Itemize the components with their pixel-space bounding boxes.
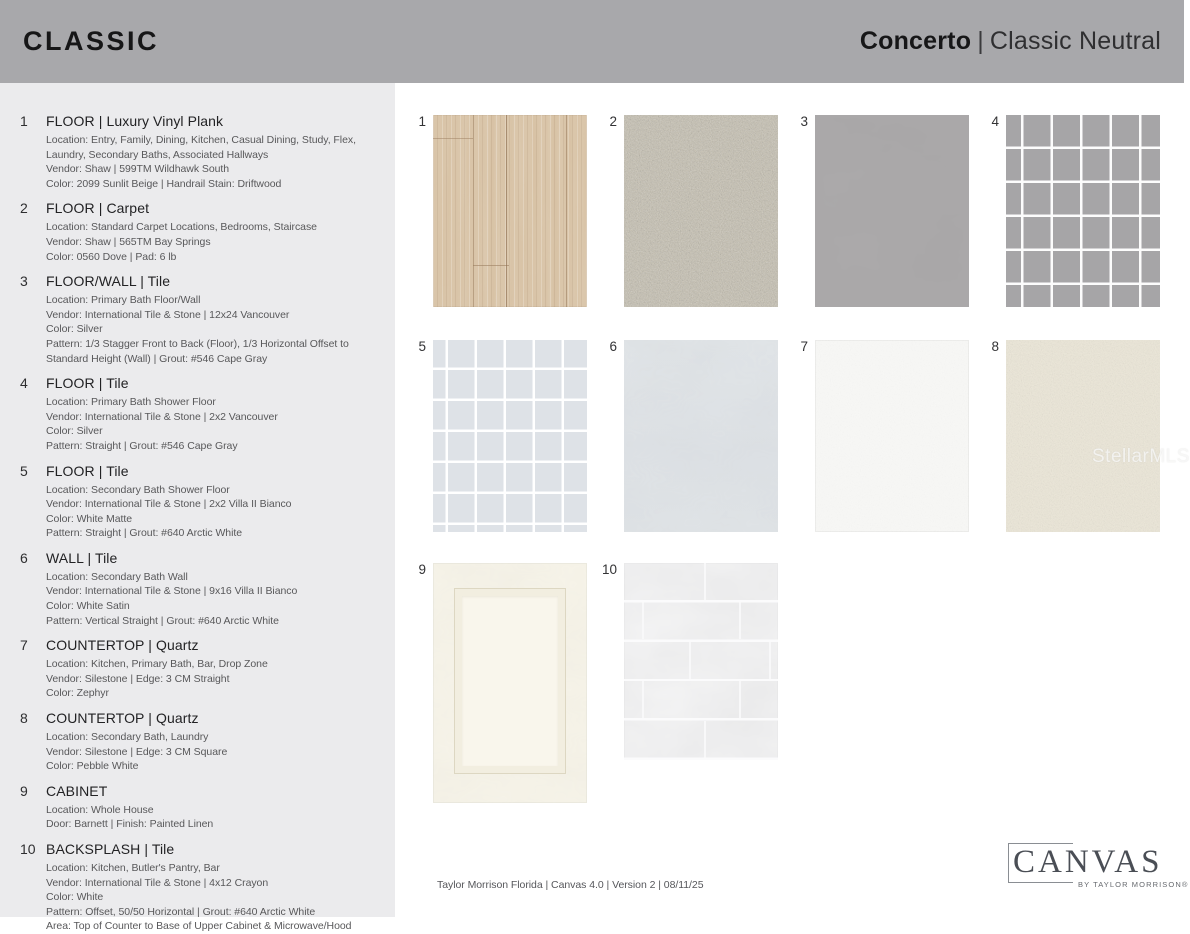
spec-detail: Location: Secondary Bath Shower Floor [46,483,230,496]
spec-title: COUNTERTOP | Quartz [46,637,199,654]
spec-detail: Vendor: International Tile & Stone | 9x16 Villa II Bianco [46,585,298,598]
spec-detail: Vendor: International Tile & Stone | 2x2 Vancouver [46,410,278,423]
cabinet-door-panel [455,589,565,773]
swatch-number: 7 [800,339,808,354]
swatch-quartz-zephyr [815,340,969,532]
spec-item-7 [0,637,395,701]
spec-detail: Pattern: Straight | Grout: #640 Arctic White [46,527,243,540]
spec-detail: Door: Barnett | Finish: Painted Linen [46,818,214,831]
swatch-number: 1 [418,114,426,129]
swatch-cell-6 [594,340,778,532]
spec-item-9 [0,783,395,832]
swatch-number: 4 [991,114,999,129]
document-version-note: Taylor Morrison Florida | Canvas 4.0 | Version 2 | 08/11/25 [437,879,704,891]
stellar-mls-watermark: StellarMLS [1092,446,1190,467]
spec-detail: Location: Kitchen, Primary Bath, Bar, Drop Zone [46,658,268,671]
spec-item-10 [0,841,395,934]
spec-title: WALL | Tile [46,549,118,566]
spec-title: COUNTERTOP | Quartz [46,710,199,727]
spec-number: 1 [20,113,28,129]
spec-number: 6 [20,549,28,566]
swatch-cell-7 [785,340,969,532]
spec-detail: Pattern: Vertical Straight | Grout: #640 Arctic White [46,614,279,627]
spec-number: 8 [20,710,28,727]
spec-number: 2 [20,200,28,217]
spec-title: BACKSPLASH | Tile [46,841,175,857]
spec-detail: Vendor: Silestone | Edge: 3 CM Square [46,745,228,758]
spec-detail: Color: Pebble White [46,760,139,773]
spec-detail: Location: Primary Bath Shower Floor [46,396,216,409]
header [0,0,1184,83]
spec-detail: Area: Top of Counter to Base of Upper Cabinet & Microwave/Hood [46,920,352,933]
spec-item-4 [0,375,395,453]
spec-detail: Color: Zephyr [46,687,109,700]
scheme-separator: | [977,27,984,55]
spec-detail: Vendor: International Tile & Stone | 4x12 Crayon [46,876,269,889]
spec-item-8 [0,710,395,774]
swatch-number: 3 [800,114,808,129]
scheme-title [860,27,1161,56]
spec-item-6 [0,550,395,628]
swatch-number: 2 [609,114,617,129]
swatch-number: 10 [601,562,617,577]
spec-detail: Location: Kitchen, Butler's Pantry, Bar [46,862,220,874]
swatch-quartz-pebble-white [1006,340,1160,532]
spec-detail: Vendor: International Tile & Stone | 2x2 Villa II Bianco [46,498,292,511]
spec-detail: Color: White [46,891,104,904]
spec-detail: Vendor: Shaw | 599TM Wildhawk South [46,163,230,176]
spec-title: FLOOR | Carpet [46,200,150,217]
spec-detail: Vendor: Silestone | Edge: 3 CM Straight [46,672,230,685]
swatch-tile-12x24-silver [815,115,969,307]
spec-title: FLOOR | Luxury Vinyl Plank [46,113,224,129]
scheme-name: Concerto [859,27,972,55]
swatch-number: 6 [609,339,617,354]
spec-detail: Color: White Matte [46,512,133,525]
spec-detail: Color: Silver [46,425,103,438]
swatch-carpet [624,115,778,307]
spec-detail: Pattern: 1/3 Stagger Front to Back (Floor), 1/3 Horizontal Offset to Standard Height (Wall) | Grout: #546 Cape Gray [46,337,349,365]
spec-title: FLOOR/WALL | Tile [46,273,171,290]
spec-item-2 [0,200,395,264]
spec-title: CABINET [46,782,108,799]
spec-detail: Pattern: Straight | Grout: #546 Cape Gray [46,439,238,452]
spec-detail: Location: Whole House [46,803,154,816]
spec-number: 3 [20,273,28,290]
swatch-cell-5 [403,340,587,532]
swatch-cell-2 [594,115,778,307]
swatch-cell-9 [403,563,587,803]
spec-title: FLOOR | Tile [46,375,129,392]
spec-detail: Color: Silver [46,323,103,336]
spec-detail: Color: 2099 Sunlit Beige | Handrail Stain: Driftwood [46,177,282,190]
canvas-tagline: BY TAYLOR MORRISON® [1078,880,1189,889]
swatch-number: 5 [418,339,426,354]
spec-detail: Color: White Satin [46,600,130,613]
spec-item-1 [0,113,395,191]
swatch-tile-9x16-bianco [624,340,778,532]
spec-list [0,83,395,933]
spec-number: 5 [20,462,28,479]
collection-label: CLASSIC [23,26,160,56]
spec-title: FLOOR | Tile [46,462,129,479]
swatch-cabinet-door [433,563,587,803]
scheme-palette: Classic Neutral [989,27,1161,55]
spec-detail: Vendor: Shaw | 565TM Bay Springs [46,235,211,248]
swatch-luxury-vinyl-plank [433,115,587,307]
spec-number: 7 [20,637,28,654]
spec-detail: Location: Secondary Bath Wall [46,570,188,583]
spec-detail: Location: Primary Bath Floor/Wall [46,294,201,307]
spec-detail: Location: Secondary Bath, Laundry [46,731,209,744]
swatch-cell-1 [403,115,587,307]
swatch-cell-8 [976,340,1160,532]
swatch-cell-3 [785,115,969,307]
spec-detail: Color: 0560 Dove | Pad: 6 lb [46,250,177,263]
spec-item-3 [0,273,395,366]
spec-number: 4 [20,375,28,392]
spec-number: 10 [20,841,36,857]
spec-detail: Location: Standard Carpet Locations, Bedrooms, Staircase [46,221,317,234]
canvas-wordmark: CANVAS [1007,845,1165,879]
swatch-tile-2x2-bianco [433,340,587,532]
swatch-cell-10 [594,563,778,760]
swatch-backsplash-subway-tile [624,563,778,760]
spec-detail: Location: Entry, Family, Dining, Kitchen, Casual Dining, Study, Flex, Laundry, Secondary Baths, Associated Hallways [46,134,356,161]
swatch-cell-4 [976,115,1160,307]
spec-item-5 [0,463,395,541]
spec-detail: Vendor: International Tile & Stone | 12x24 Vancouver [46,308,290,321]
spec-number: 9 [20,782,28,799]
spec-detail: Pattern: Offset, 50/50 Horizontal | Grout: #640 Arctic White [46,905,316,918]
canvas-logo [1007,844,1189,889]
swatch-number: 9 [418,562,426,577]
swatch-tile-2x2-silver [1006,115,1160,307]
swatch-number: 8 [991,339,999,354]
logo-frame-decoration [1008,843,1073,883]
